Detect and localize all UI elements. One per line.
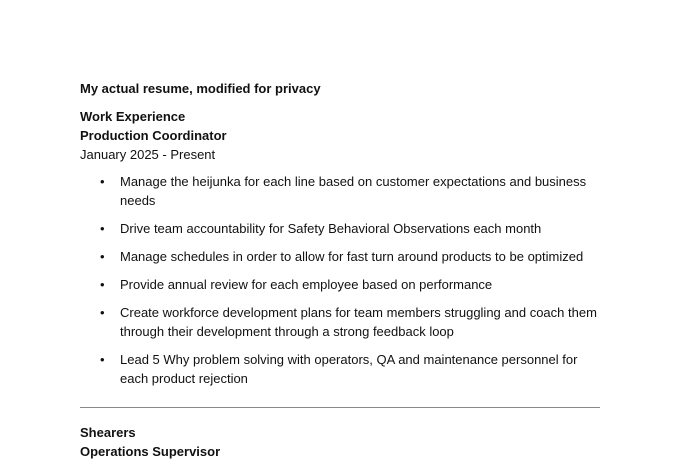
- job-title-operations-supervisor: Operations Supervisor: [80, 444, 221, 459]
- bullet-text: Drive team accountability for Safety Behavioral Observations each month: [120, 221, 542, 236]
- job-bullet-list: [80, 172, 600, 397]
- list-item: [80, 303, 600, 341]
- bullet-icon: •: [100, 352, 105, 367]
- bullet-icon: •: [100, 174, 105, 189]
- list-item: [80, 350, 600, 388]
- bullet-icon: •: [100, 249, 105, 264]
- document-title: My actual resume, modified for privacy: [80, 81, 321, 96]
- bullet-icon: •: [100, 221, 105, 236]
- section-heading-work-experience: Work Experience: [80, 109, 186, 124]
- bullet-text: Manage the heijunka for each line based on customer expectations and business needs: [120, 174, 587, 208]
- company-name: Shearers: [80, 425, 136, 440]
- bullet-text: Lead 5 Why problem solving with operators, QA and maintenance personnel for each product rejection: [120, 352, 578, 386]
- bullet-text: Provide annual review for each employee based on performance: [120, 277, 493, 292]
- list-item: [80, 219, 600, 238]
- list-item: [80, 275, 600, 294]
- job-dates: January 2025 - Present: [80, 147, 216, 162]
- list-item: [80, 172, 600, 210]
- list-item: [80, 247, 600, 266]
- bullet-icon: •: [100, 277, 105, 292]
- job-title-production-coordinator: Production Coordinator: [80, 128, 227, 143]
- bullet-icon: •: [100, 305, 105, 320]
- section-divider: [80, 407, 600, 408]
- bullet-text: Manage schedules in order to allow for fast turn around products to be optimized: [120, 249, 584, 264]
- bullet-text: Create workforce development plans for team members struggling and coach them through their development through a strong feedback loop: [120, 305, 597, 339]
